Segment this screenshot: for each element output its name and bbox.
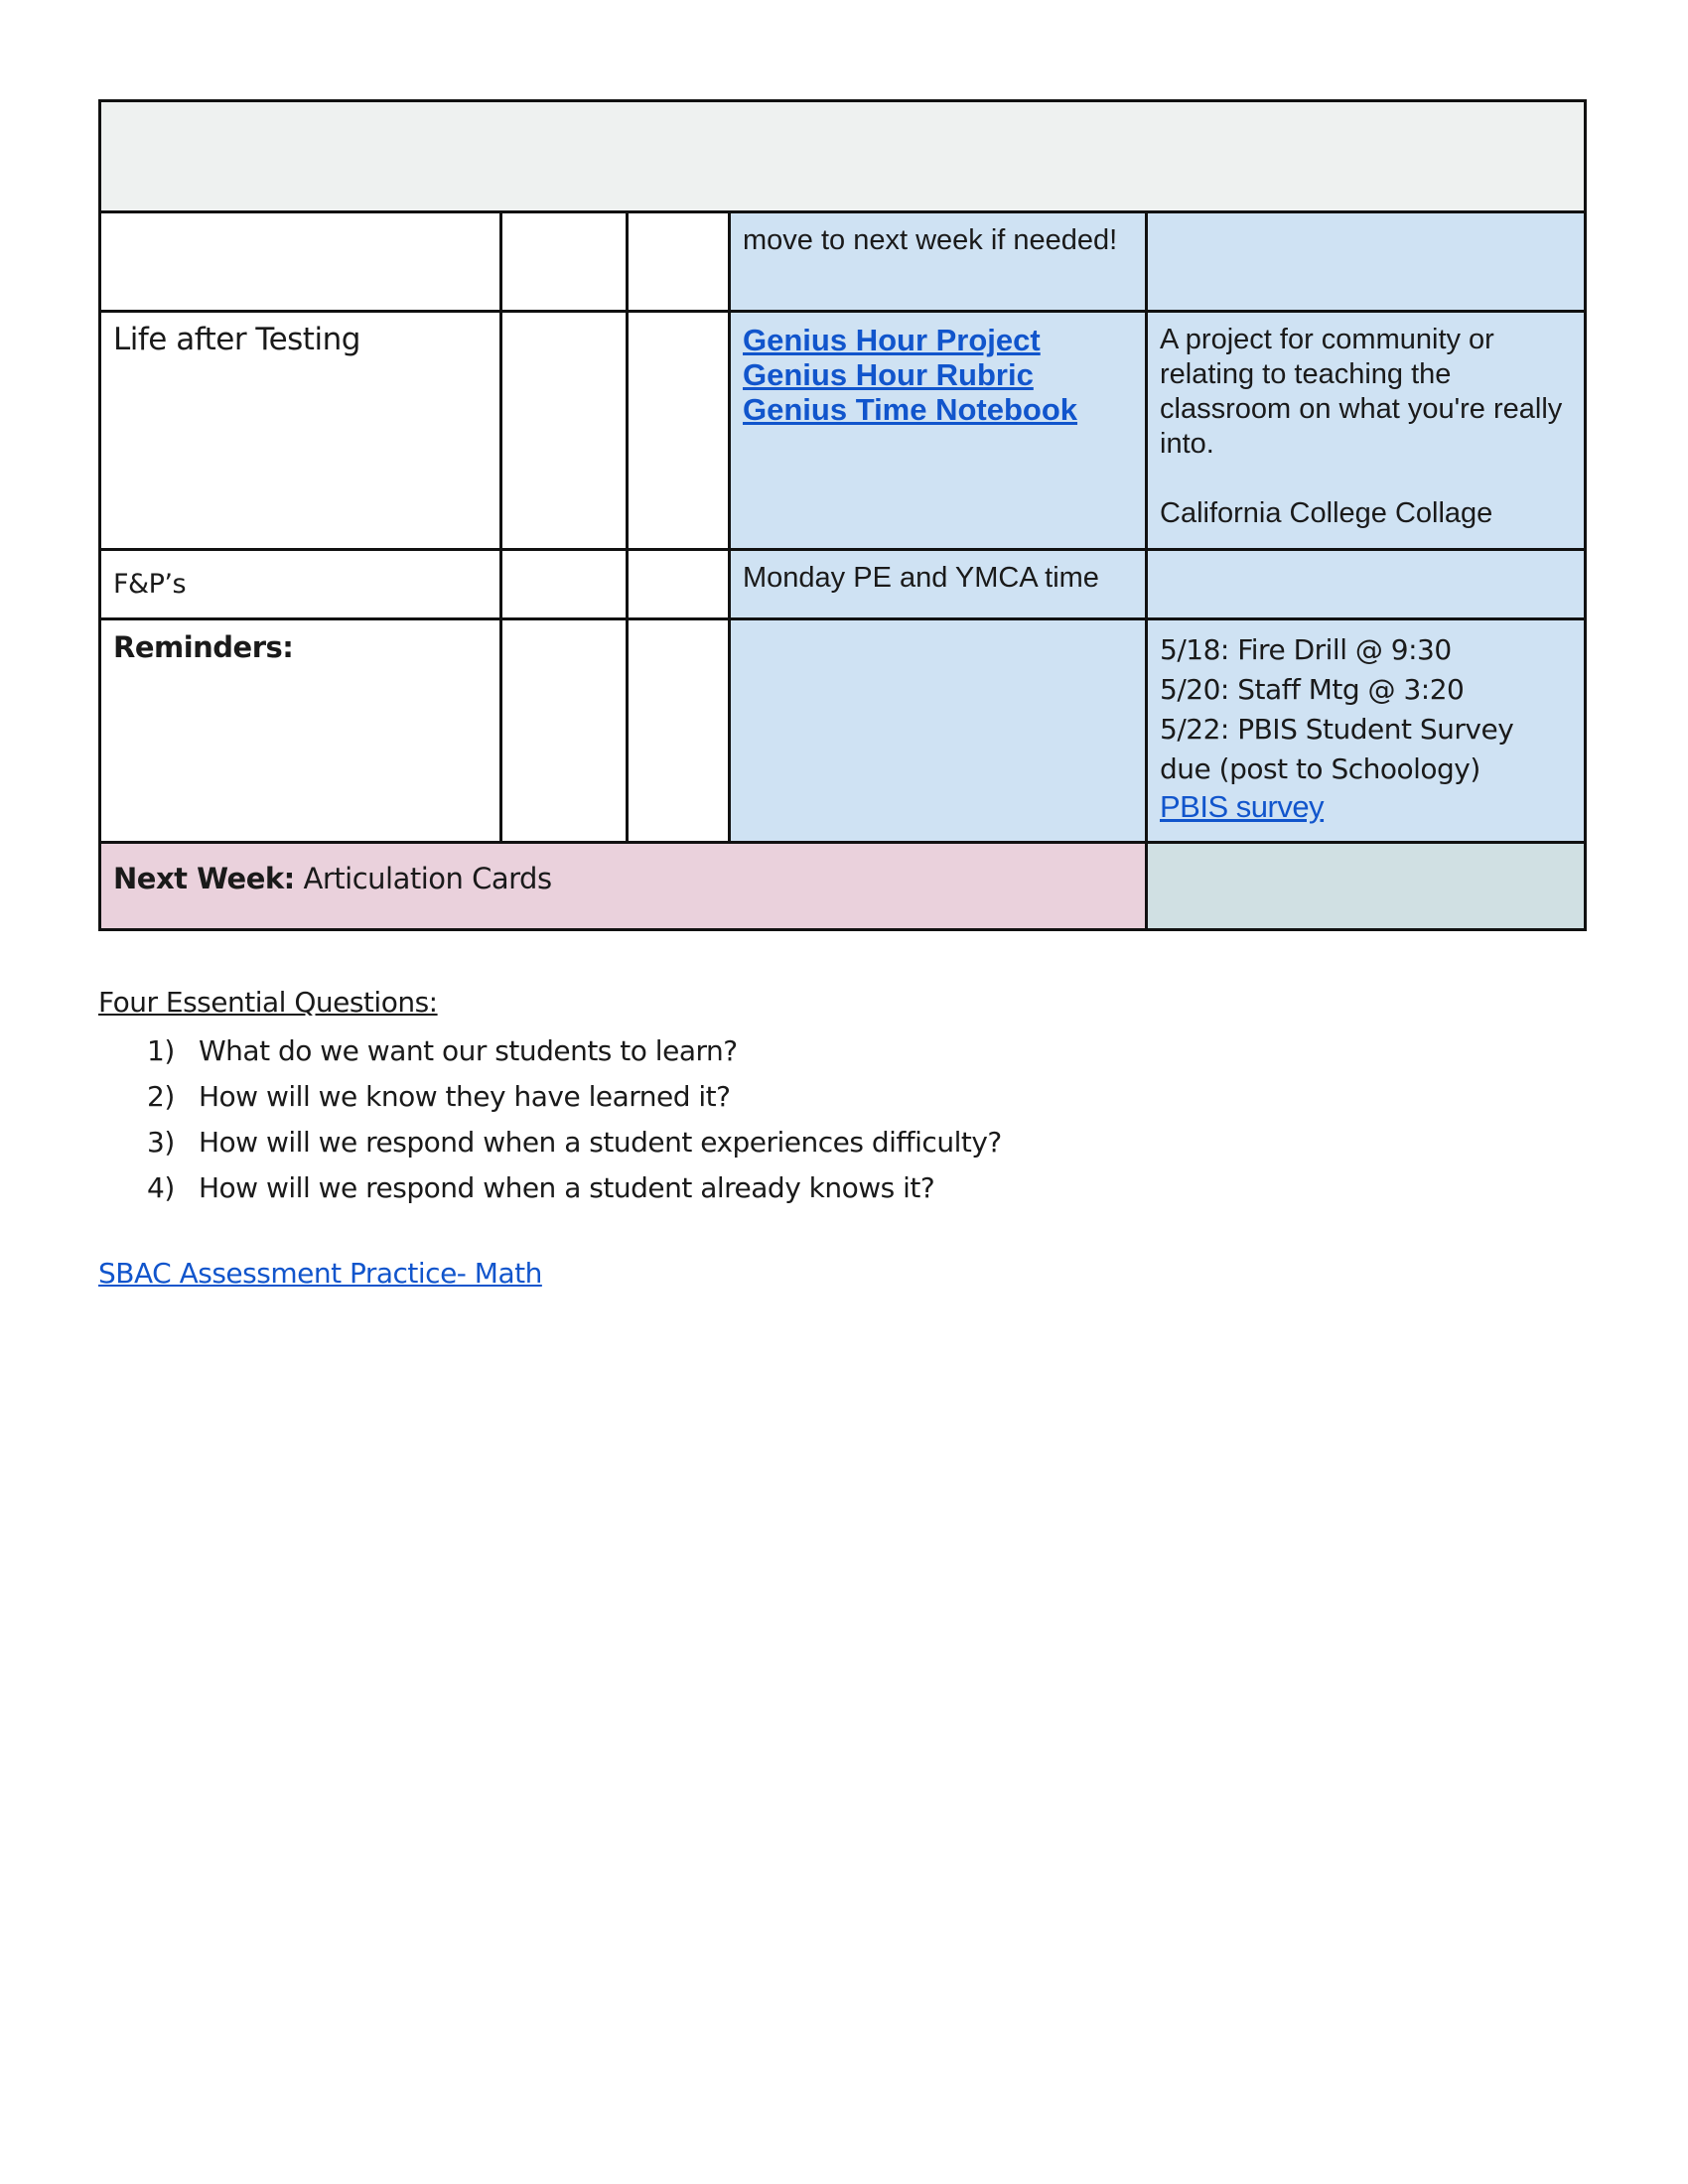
list-item: 4) How will we respond when a student already knows it? [147,1171,935,1204]
table-row [100,550,1586,619]
table-row [100,212,1586,312]
table-row [100,619,1586,843]
list-item: 1) What do we want our students to learn? [147,1034,738,1067]
project-description-cell [1147,312,1586,550]
reminders-cell [1147,619,1586,843]
pbis-survey-link[interactable]: PBIS survey [1160,789,1325,824]
essential-questions-list [147,1028,1002,1211]
reminder-item: 5/18: Fire Drill @ 9:30 [1160,633,1452,666]
lesson-plan-table [98,99,1587,931]
table-row-next-week [100,843,1586,930]
reminder-item: 5/22: PBIS Student Survey due (post to Schoology) [1160,713,1514,785]
next-week-value: Articulation Cards [294,862,552,895]
genius-hour-project-link[interactable]: Genius Hour Project [743,323,1041,357]
sbac-assessment-link[interactable]: SBAC Assessment Practice- Math [98,1257,542,1290]
move-note: move to next week if needed! [730,212,1147,312]
next-week-label: Next Week: [113,862,295,895]
genius-hour-rubric-link[interactable]: Genius Hour Rubric [743,357,1034,392]
genius-links-cell [730,312,1147,550]
table-row [100,312,1586,550]
project-extra: California College Collage [1160,497,1493,529]
row-label-fp: F&P’s [100,550,501,619]
next-week-cell [100,843,1147,930]
fp-note: Monday PE and YMCA time [730,550,1147,619]
table-header-banner [100,101,1586,212]
essential-questions-title: Four Essential Questions: [98,986,438,1019]
list-item: 3) How will we respond when a student experiences difficulty? [147,1126,1002,1159]
row-label-reminders: Reminders: [100,619,501,843]
genius-time-notebook-link[interactable]: Genius Time Notebook [743,392,1078,427]
list-item: 2) How will we know they have learned it? [147,1080,731,1113]
reminder-item: 5/20: Staff Mtg @ 3:20 [1160,673,1465,706]
row-label-life-after-testing: Life after Testing [100,312,501,550]
project-description: A project for community or relating to teaching the classroom on what you're really into. [1160,324,1563,460]
